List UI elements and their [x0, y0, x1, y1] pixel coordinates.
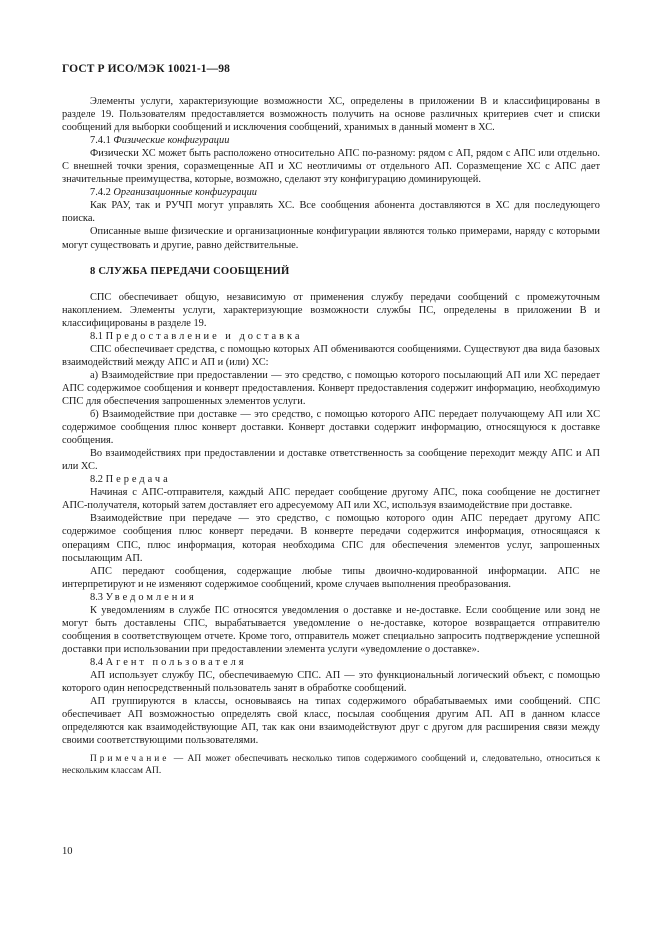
note-label: Примечание	[90, 754, 170, 765]
paragraph: Взаимодействие при передаче — это средство, с помощью которого один АПС передает другому АПС содержимое сообщения плюс конверт передачи. В конверте передачи содержится информация, относящаяся к операциям СПС, плюс информация, которая необходима СПС для обеспечения элементов услуг, запрошенных посылающим АП.	[62, 513, 600, 564]
subsection-title: Организационные конфигурации	[113, 187, 257, 199]
subsection-number: 7.4.2	[90, 187, 111, 199]
subsection-number: 8.4	[90, 656, 103, 668]
subsection-title: Физические конфигурации	[113, 135, 230, 147]
paragraph: АПС передают сообщения, содержащие любые типы двоично-кодированной информации. АПС не интерпретируют и не изменяют содержимое сообщений, кроме случаев выполнения преобразования.	[62, 565, 600, 590]
subsection-title: Агент пользователя	[105, 656, 247, 668]
subsection-title: Предоставление и доставка	[105, 330, 303, 342]
section-heading-8: 8 СЛУЖБА ПЕРЕДАЧИ СООБЩЕНИЙ	[90, 265, 290, 277]
list-item-a: а) Взаимодействие при предоставлении — это средство, с помощью которого посылающий АП или ХС передает АПС содержимое сообщения и конверт предоставления. Конверт предоставления содержит информацию, необходимую СПС для обеспечения запрошенных элементов услуги.	[62, 369, 600, 407]
paragraph: СПС обеспечивает общую, независимую от применения службу передачи сообщений с промежуточным накоплением. Элементы услуги, характеризующие возможности службы ПС, определены в приложении В и классифицированы в разделе 19.	[62, 291, 600, 329]
paragraph: СПС обеспечивает средства, с помощью которых АП обмениваются сообщениями. Существуют два вида базовых взаимодействий между АПС и АП и (или) ХС:	[62, 343, 600, 368]
note	[62, 753, 600, 777]
paragraph: Физически ХС может быть расположено относительно АПС по-разному: рядом с АП, рядом с АПС или отдельно. С внешней точки зрения, соразмещенные АП и ХС неотличимы от отдельного АП. Соразмещение ХС с АПС дает значительные преимущества, которые, возможно, сделают эту конфигурацию доминирующей.	[62, 148, 600, 186]
list-item-b: б) Взаимодействие при доставке — это средство, с помощью которого АПС передает получающему АП или ХС содержимое сообщения плюс конверт доставки. Конверт доставки содержит информацию, относящуюся к доставке сообщения.	[62, 409, 600, 447]
paragraph: Начиная с АПС-отправителя, каждый АПС передает сообщение другому АПС, пока сообщение не достигнет АПС-получателя, который затем доставляет его адресуемому АП или ХС, используя взаимодействие при доставке.	[62, 487, 600, 512]
paragraph: К уведомлениям в службе ПС относятся уведомления о доставке и не-доставке. Если сообщение или зонд не могут быть доставлены СПС, вырабатывается уведомление о не-доставке, которое возвращается отправителю сообщения в соответствующем отчете. Кроме того, отправитель может специально запросить подтверждение успешной доставки при использовании при предоставлении элемента услуги «уведомление о доставке».	[62, 604, 600, 655]
subsection-8-3	[62, 591, 600, 604]
subsection-7-4-1	[62, 134, 600, 147]
subsection-7-4-2	[62, 186, 600, 199]
page-number: 10	[62, 846, 73, 857]
paragraph: Элементы услуги, характеризующие возможности ХС, определены в приложении В и классифицированы в разделе 19. Пользователям предоставляется возможность получить на основе различных критериев счет и списки сообщений для выборки сообщений и исключения сообщений, хранимых в данный момент в ХС.	[62, 96, 600, 134]
subsection-title: Передача	[105, 474, 171, 486]
paragraph: АП группируются в классы, основываясь на типах содержимого обрабатываемых ими сообщений. СПС обеспечивает АП возможностью определять свой класс, посылая сообщения другим АП. АП в данном классе определяются как взаимодействующие АП, так как они взаимодействуют друг с другом для расширения связи между своими соответствующими пользователями.	[62, 696, 600, 747]
subsection-number: 7.4.1	[90, 135, 111, 147]
subsection-number: 8.2	[90, 474, 103, 486]
paragraph: Во взаимодействиях при предоставлении и доставке ответственность за сообщение переходит между АПС и АП или ХС.	[62, 448, 600, 473]
subsection-8-2	[62, 473, 600, 486]
paragraph: Как РАУ, так и РУЧП могут управлять ХС. Все сообщения абонента доставляются в ХС для последующего поиска.	[62, 200, 600, 225]
subsection-number: 8.1	[90, 330, 103, 342]
subsection-8-1	[62, 330, 600, 343]
paragraph: АП использует службу ПС, обеспечиваемую СПС. АП — это функциональный логический объект, с помощью которого один непосредственный пользователь занят в обработке сообщений.	[62, 669, 600, 695]
page-header: ГОСТ Р ИСО/МЭК 10021-1—98	[62, 63, 230, 75]
subsection-title: Уведомления	[105, 591, 197, 603]
subsection-number: 8.3	[90, 591, 103, 603]
page-content	[62, 95, 600, 777]
paragraph: Описанные выше физические и организационные конфигурации являются только примерами, наряду с которыми могут существовать и другие, равно действительные.	[62, 226, 600, 251]
subsection-8-4	[62, 656, 600, 669]
note-text: — АП может обеспечивать несколько типов содержимого сообщений и, следовательно, относиться к нескольким классам АП.	[62, 754, 601, 777]
